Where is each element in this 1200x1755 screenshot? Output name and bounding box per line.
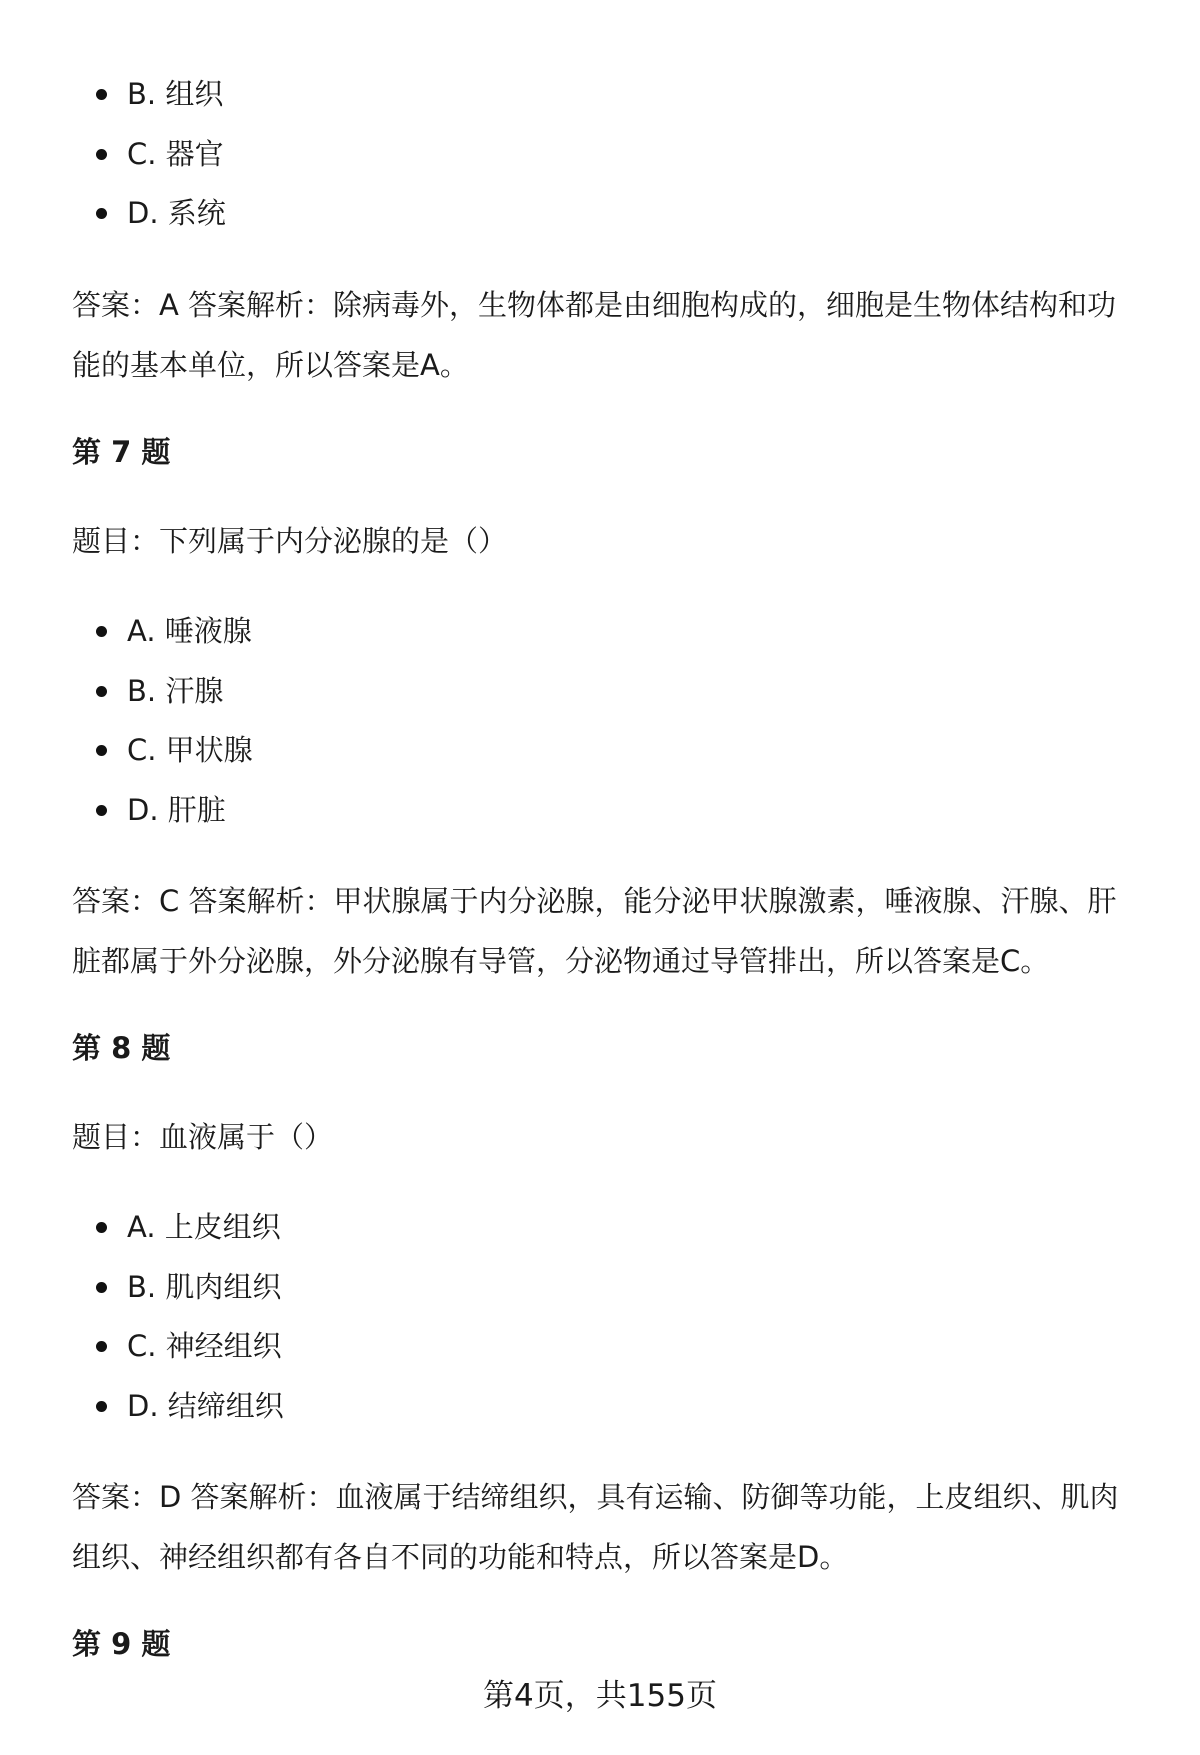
option-item <box>96 1207 281 1247</box>
bullet-icon <box>96 149 107 160</box>
question-heading: 第 7 题 <box>72 435 171 469</box>
question-heading: 第 8 题 <box>72 1031 171 1065</box>
option-text: C. 器官 <box>127 137 224 171</box>
option-item <box>96 193 226 233</box>
bullet-icon <box>96 1222 107 1233</box>
answer-explanation <box>72 275 1152 395</box>
bullet-icon <box>96 89 107 100</box>
option-item <box>96 730 253 770</box>
option-text: B. 肌肉组织 <box>127 1270 282 1304</box>
question-text: 题目：血液属于（） <box>72 1120 334 1154</box>
answer-line: 答案：A 答案解析：除病毒外，生物体都是由细胞构成的，细胞是生物体结构和功 <box>72 288 1117 322</box>
answer-line: 组织、神经组织都有各自不同的功能和特点，所以答案是D。 <box>72 1540 849 1574</box>
option-text: B. 汗腺 <box>127 674 224 708</box>
option-item <box>96 671 223 711</box>
bullet-icon <box>96 1282 107 1293</box>
bullet-icon <box>96 686 107 697</box>
answer-line: 能的基本单位，所以答案是A。 <box>72 348 469 382</box>
answer-line: 答案：C 答案解析：甲状腺属于内分泌腺，能分泌甲状腺激素，唾液腺、汗腺、肝 <box>72 884 1117 918</box>
option-text: A. 唾液腺 <box>127 614 252 648</box>
option-text: B. 组织 <box>127 77 224 111</box>
bullet-icon <box>96 626 107 637</box>
question-text: 题目：下列属于内分泌腺的是（） <box>72 524 508 558</box>
option-text: D. 肝脏 <box>127 793 226 827</box>
option-item <box>96 134 224 174</box>
bullet-icon <box>96 208 107 219</box>
option-text: D. 系统 <box>127 196 226 230</box>
option-item <box>96 611 252 651</box>
option-text: C. 甲状腺 <box>127 733 253 767</box>
answer-line: 脏都属于外分泌腺，外分泌腺有导管，分泌物通过导管排出，所以答案是C。 <box>72 944 1050 978</box>
bullet-icon <box>96 1341 107 1352</box>
option-item <box>96 74 223 114</box>
option-item <box>96 790 226 830</box>
question-heading: 第 9 题 <box>72 1627 171 1661</box>
answer-explanation <box>72 1467 1152 1587</box>
option-item <box>96 1326 282 1366</box>
option-text: C. 神经组织 <box>127 1329 282 1363</box>
answer-explanation <box>72 871 1152 991</box>
bullet-icon <box>96 805 107 816</box>
bullet-icon <box>96 745 107 756</box>
option-item <box>96 1386 284 1426</box>
answer-line: 答案：D 答案解析：血液属于结缔组织，具有运输、防御等功能，上皮组织、肌肉 <box>72 1480 1119 1514</box>
option-text: A. 上皮组织 <box>127 1210 281 1244</box>
page-number: 第4页，共155页 <box>483 1678 717 1714</box>
option-text: D. 结缔组织 <box>127 1389 284 1423</box>
bullet-icon <box>96 1401 107 1412</box>
option-item <box>96 1267 281 1307</box>
